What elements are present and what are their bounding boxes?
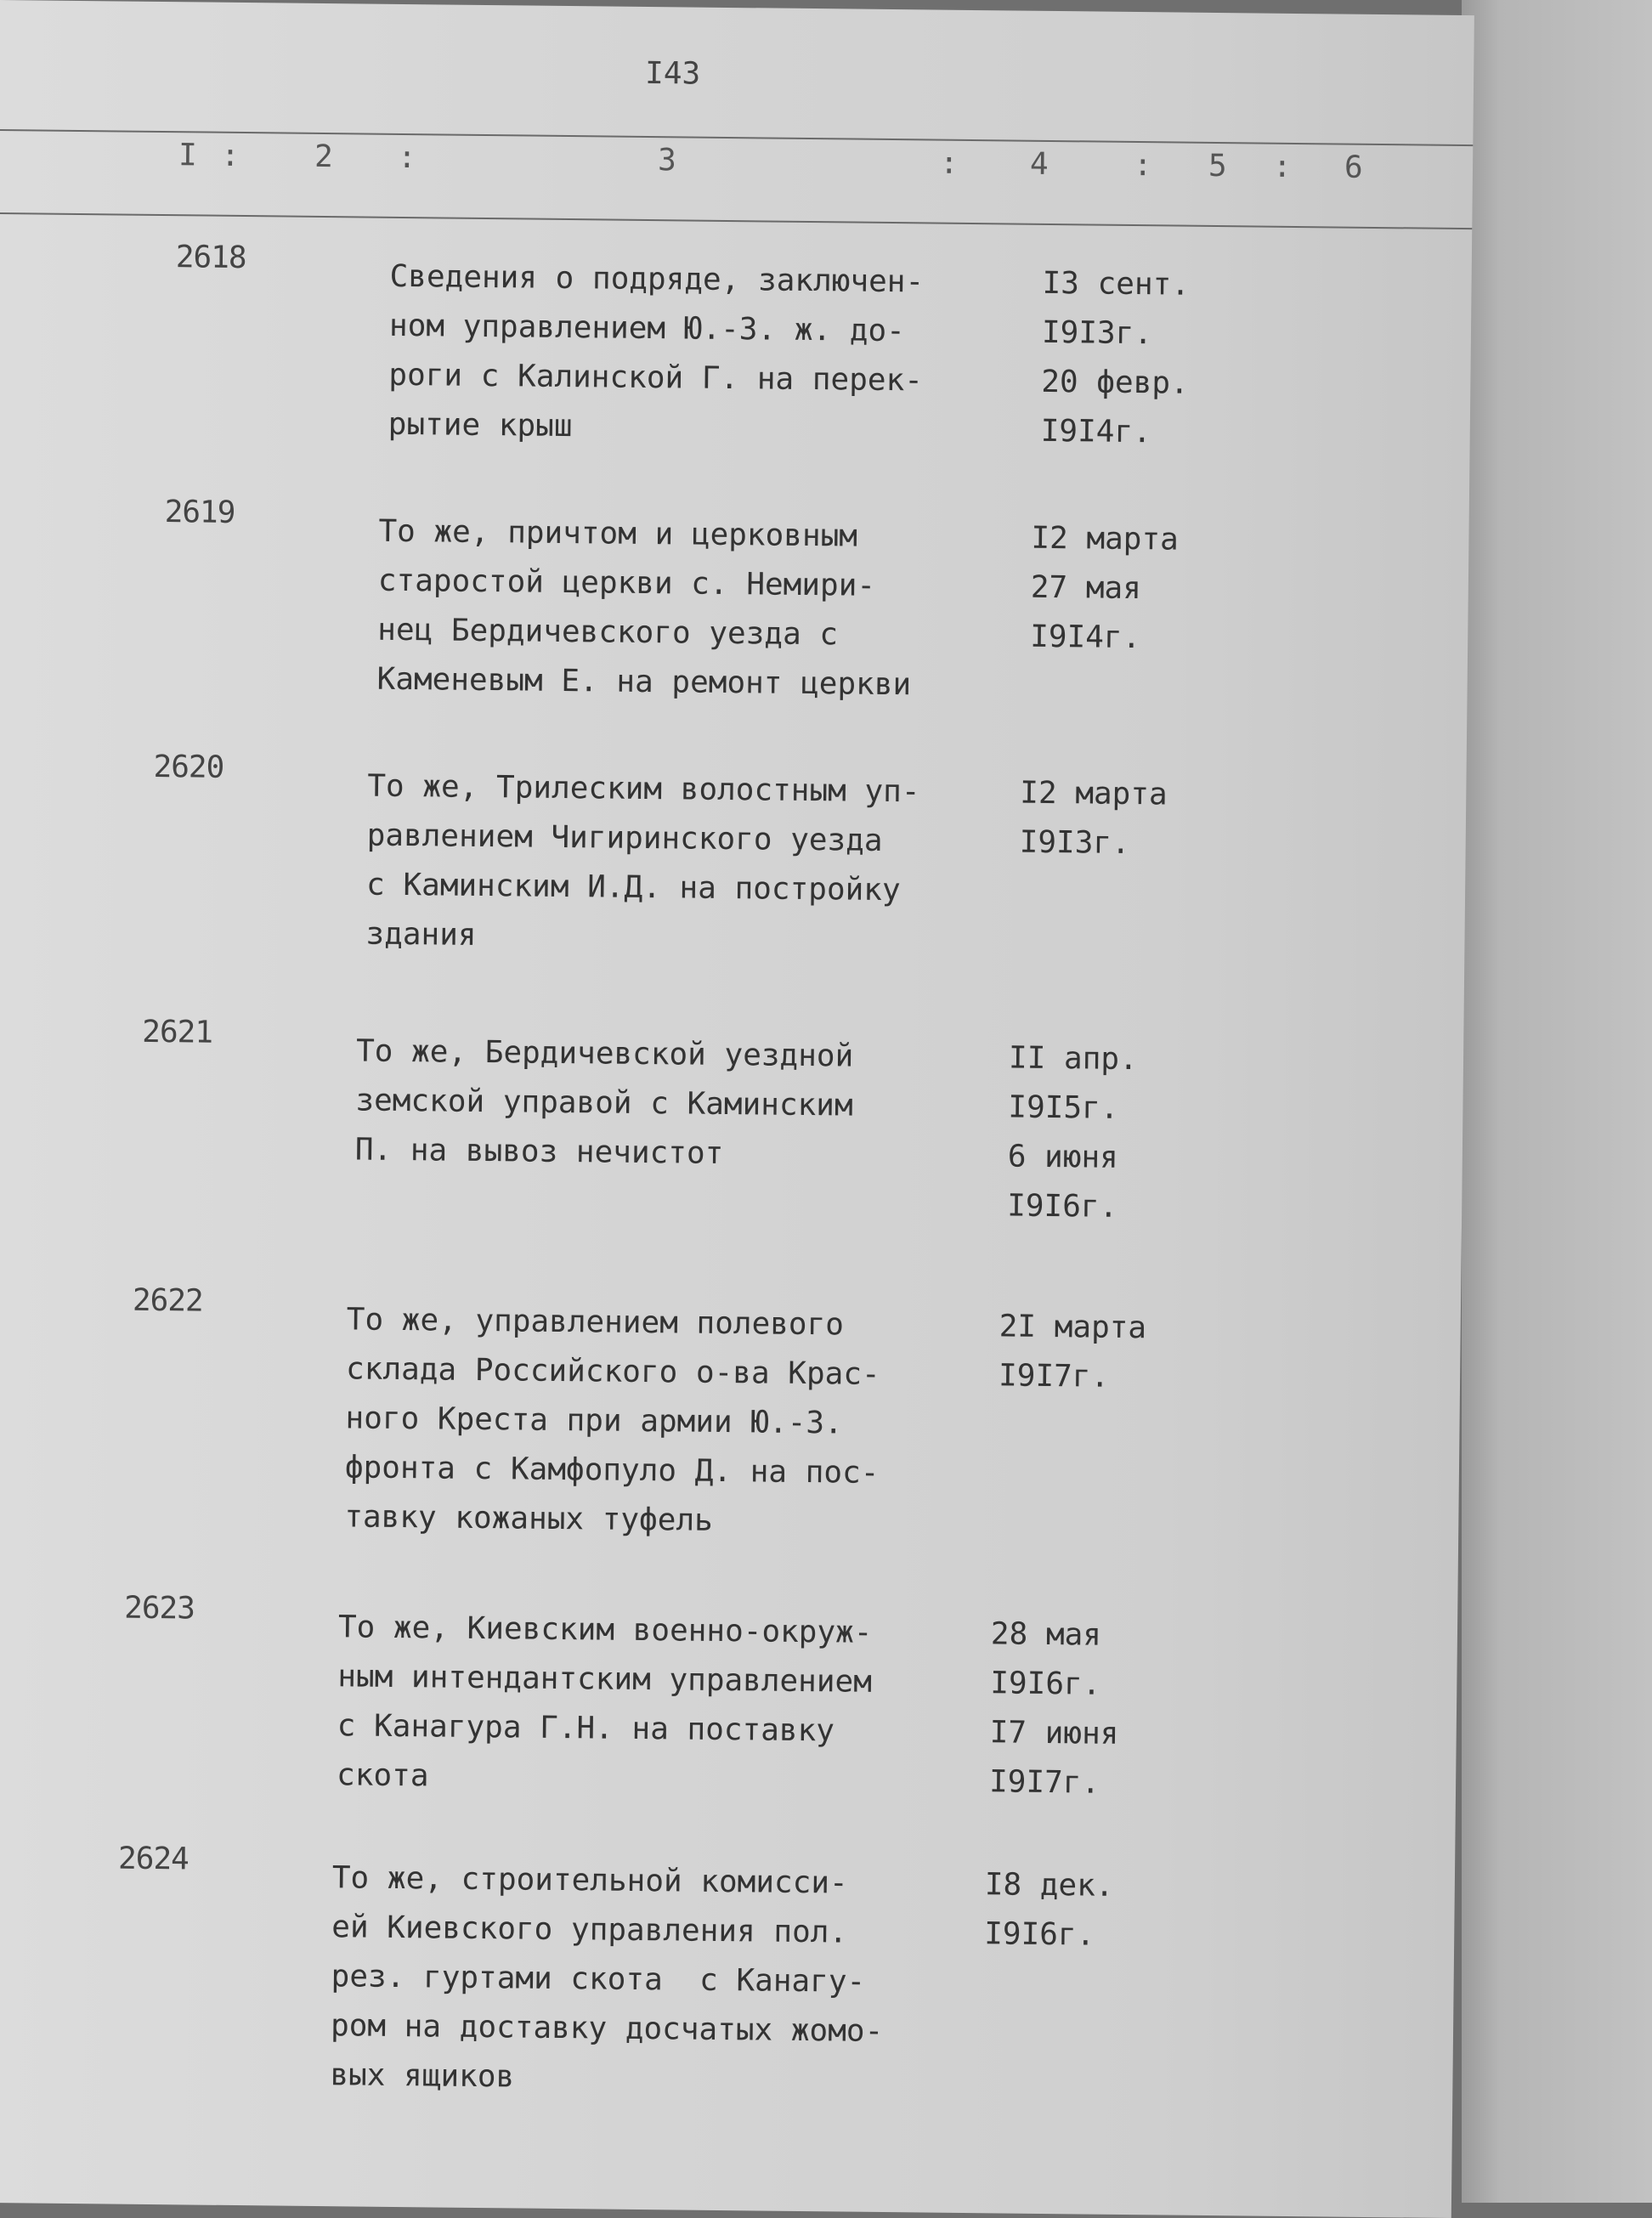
entry-number: 2623 <box>123 1590 195 1627</box>
header-rule-bottom <box>0 212 1472 229</box>
entry-description: То же, Киевским военно-окруж- ным интендантским управлением с Канагура Г.Н. на поставку скота <box>336 1610 873 1794</box>
entry-dates: II апр. I9I5г. 6 июня I9I6г. <box>1006 1040 1138 1225</box>
entry-description: То же, Бердичевской уездной земской управой с Каминским П. на вывоз нечистот <box>354 1033 854 1171</box>
entry-description: То же, строительной комисси- ей Киевского управления пол. рез. гуртами скота с Канагу- ром на доставку досчатых жомо- вых ящиков <box>330 1860 884 2095</box>
column-separator: : <box>1272 149 1292 184</box>
entry-dates: 28 мая I9I6г. I7 июня I9I7г. <box>988 1616 1119 1801</box>
column-number-4: 4 <box>1029 146 1049 182</box>
column-separator: : <box>939 145 959 181</box>
page-number: I43 <box>644 55 701 92</box>
entry-number: 2621 <box>142 1014 213 1050</box>
entry-dates: I2 марта I9I3г. <box>1019 775 1168 861</box>
column-separator: : <box>397 139 416 176</box>
column-separator: : <box>220 138 240 173</box>
column-number-6: 6 <box>1344 150 1363 185</box>
entry-dates: I8 дек. I9I6г. <box>984 1867 1114 1953</box>
column-number-2: 2 <box>314 139 333 175</box>
entry-description: Сведения о подряде, заключен- ном управлением Ю.-З. ж. до- роги с Калинской Г. на перек- рытие крыш <box>388 258 925 444</box>
column-number-3: 3 <box>657 143 676 178</box>
entry-dates: 2I марта I9I7г. <box>998 1309 1147 1395</box>
entry-description: То же, Трилеским волостным уп- равлением Чигиринского уезда с Каминским И.Д. на постройку здания <box>365 768 920 953</box>
entry-description: То же, причтом и церковным старостой церкви с. Немири- нец Бердичевского уезда с Каменевым Е. на ремонт церкви <box>376 513 912 703</box>
entry-number: 2622 <box>132 1282 203 1319</box>
entry-description: То же, управлением полевого склада Российского о-ва Крас- ного Креста при армии Ю.-З. фронта с Камфопуло Д. на пос- тавку кожаных туфель <box>344 1302 880 1538</box>
entry-number: 2620 <box>153 749 224 785</box>
entry-number: 2619 <box>164 495 235 530</box>
entry-dates: I3 сент. I9I3г. 20 февр. I9I4г. <box>1040 265 1191 450</box>
entry-dates: I2 марта 27 мая I9I4г. <box>1030 520 1180 656</box>
entry-number: 2618 <box>175 240 246 276</box>
underlying-page-edge <box>1462 0 1652 2203</box>
column-number-1: I <box>178 138 197 173</box>
column-separator: : <box>1133 147 1152 184</box>
entry-number: 2624 <box>117 1841 190 1877</box>
column-number-5: 5 <box>1208 148 1227 184</box>
